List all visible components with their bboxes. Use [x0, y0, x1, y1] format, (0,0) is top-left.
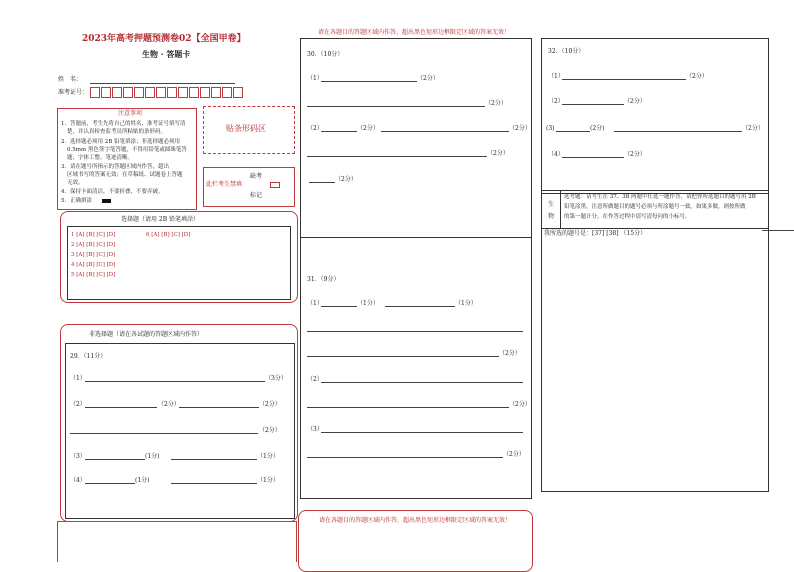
q31-s2: （2分） — [509, 401, 531, 408]
answer-line[interactable] — [307, 106, 485, 107]
center-warning: 请在各题目的答题区域内作答，超出黑色矩形边框限定区域的答案无效！ — [318, 29, 511, 36]
center-bottom-warning: 请在各题目的答题区域内作答，超出黑色矩形边框限定区域的答案无效！ — [319, 517, 512, 524]
answer-line[interactable] — [307, 156, 487, 157]
q32-p3: (3) — [546, 125, 555, 132]
q32-s3b: （2分） — [742, 125, 764, 132]
answer-line[interactable] — [85, 407, 157, 408]
absent-checkbox[interactable] — [270, 182, 280, 188]
q32-head: 32．（10分） — [548, 48, 585, 55]
answer-line[interactable] — [70, 433, 258, 434]
answer-line[interactable] — [85, 381, 265, 382]
q29-s2a: （2分） — [158, 401, 180, 408]
mc-title: 选择题（请用 2B 铅笔填涂） — [121, 216, 200, 223]
fill-sample-mark — [102, 199, 111, 203]
mc-row-6[interactable]: 6 [A] [B] [C] [D] — [146, 232, 191, 238]
notice-box — [57, 108, 197, 210]
left-bottom-box — [57, 521, 297, 562]
q31-p3: （3） — [307, 426, 323, 433]
q31-s1a: （1分） — [357, 300, 379, 307]
q-optional-answer-box — [541, 227, 769, 492]
mc-row-5[interactable]: 5 [A] [B] [C] [D] — [71, 272, 116, 278]
q32-p1: （1） — [548, 73, 564, 80]
q30-p1: （1） — [307, 75, 323, 82]
exam-number-label: 准考证号： — [58, 89, 89, 96]
q32-s1: （2分） — [686, 73, 708, 80]
q30-s2a: （2分） — [357, 125, 379, 132]
answer-line[interactable] — [562, 79, 686, 80]
answer-line[interactable] — [171, 483, 257, 484]
q30-p2: （2） — [307, 125, 323, 132]
q30-s1: （2分） — [417, 75, 439, 82]
answer-line[interactable] — [307, 356, 499, 357]
q31-s3: （2分） — [503, 451, 525, 458]
q29-s4a: (1分) — [135, 477, 150, 484]
optional-text: 的第一题计分。在作答过程中请写清每问的小标号。 — [564, 214, 691, 220]
answer-line[interactable] — [171, 459, 257, 460]
q31-p2: （2） — [307, 376, 323, 383]
absent-note: 此栏考生禁填 — [206, 181, 243, 188]
notice-item: 4．保持卡面清洁，不要折叠、不要弄破。 — [61, 189, 164, 195]
notice-title: 注意事项 — [118, 110, 143, 117]
name-label: 姓 名： — [58, 76, 83, 83]
notice-item: 1．答题前，考生先将自己的姓名，准考证号填写清 — [61, 121, 186, 127]
answer-line[interactable] — [562, 104, 624, 105]
nonmc-title: 非选择题（请在各试题的答题区域内作答） — [89, 331, 204, 338]
q32-s2: （2分） — [624, 98, 646, 105]
notice-item: 区域书写的答案无效；在草稿纸、试题卷上答题 — [67, 172, 183, 178]
page-title: 2023年高考押题预测卷02【全国甲卷】 — [82, 34, 246, 44]
q30-box — [300, 38, 532, 238]
answer-line[interactable] — [85, 483, 135, 484]
notice-item: 楚，并认真检查监考员所粘贴的条形码。 — [67, 129, 167, 135]
notice-item: 3．请在题号所指示的答题区域内作答，超出 — [61, 164, 170, 170]
q30-head: 30．（10分） — [307, 51, 344, 58]
answer-line[interactable] — [307, 457, 503, 458]
notice-item: 无效。 — [67, 180, 84, 186]
answer-line[interactable] — [321, 306, 357, 307]
answer-line[interactable] — [309, 182, 335, 183]
optional-box — [541, 190, 769, 229]
answer-line[interactable] — [385, 306, 455, 307]
q32-box — [541, 38, 769, 194]
q30-s2b: （2分） — [509, 125, 531, 132]
notice-item: 题；字体工整、笔迹清晰。 — [67, 155, 134, 161]
optional-text: 铅笔涂黑。注意所做题目的题号必须与所涂题号一致。如果多做，则按所做 — [564, 204, 746, 210]
answer-line[interactable] — [321, 131, 357, 132]
q29-s2c: （2分） — [259, 427, 281, 434]
answer-line[interactable] — [562, 157, 624, 158]
q29-p4: （4） — [70, 477, 86, 484]
q31-p1: （1） — [307, 300, 323, 307]
q30-s1b: （2分） — [485, 100, 507, 107]
barcode-area — [203, 106, 295, 154]
notice-item: 2．选择题必须用 2B 铅笔填涂；非选择题必须用 — [61, 139, 181, 145]
q29-s3a: (1分) — [145, 453, 160, 460]
name-field[interactable] — [90, 83, 235, 84]
mc-row-1[interactable]: 1 [A] [B] [C] [D] — [71, 232, 116, 238]
answer-line[interactable] — [381, 131, 509, 132]
notice-item: 5．正确填涂 — [61, 198, 92, 204]
answer-line[interactable] — [307, 407, 509, 408]
q30-s2c: （2分） — [487, 150, 509, 157]
center-bottom-box — [298, 510, 533, 572]
q32-p4: （4） — [548, 151, 564, 158]
answer-line[interactable] — [321, 432, 523, 433]
exam-number-grid[interactable] — [90, 87, 250, 99]
q29-p1: （1） — [70, 375, 86, 382]
answer-line[interactable] — [614, 131, 742, 132]
q29-p2: （2） — [70, 401, 86, 408]
bio-label: 生物 — [548, 201, 555, 220]
q29-s2b: （2分） — [259, 401, 281, 408]
absent-box — [203, 167, 295, 207]
q29-s3b: （1分） — [257, 453, 279, 460]
answer-line[interactable] — [179, 407, 259, 408]
q31-s1c: （2分） — [499, 350, 521, 357]
q32-s3a: (2分) — [590, 125, 605, 132]
barcode-label: 贴条形码区 — [226, 124, 266, 133]
q29-s4b: （1分） — [257, 477, 279, 484]
divider-line — [762, 230, 794, 231]
chosen-question[interactable]: 我所选的题号是：[37] [38] （15分） — [544, 230, 647, 237]
answer-line[interactable] — [321, 382, 523, 383]
notice-item: 0.5mm 黑色签字笔答题，不得用铅笔或圆珠笔答 — [67, 147, 187, 153]
mc-row-3[interactable]: 3 [A] [B] [C] [D] — [71, 252, 116, 258]
q32-p2: （2） — [548, 98, 564, 105]
mc-row-4[interactable]: 4 [A] [B] [C] [D] — [71, 262, 116, 268]
q29-p3: （3） — [70, 453, 86, 460]
optional-text: 选考题：请考生在 37、38 两题中任选一题作答，请把你所选题目的题号用 2B — [564, 194, 756, 200]
nonmc-section — [60, 324, 298, 522]
answer-line[interactable] — [556, 131, 590, 132]
q31-box — [300, 236, 532, 499]
q32-s4: （2分） — [624, 151, 646, 158]
q29-head: 29．（11分） — [70, 353, 107, 360]
answer-line[interactable] — [307, 331, 523, 332]
absent-label: 缺考 — [250, 173, 263, 180]
bio-label-cell — [542, 191, 561, 228]
mc-section — [60, 211, 298, 303]
q31-s1b: （1分） — [455, 300, 477, 307]
mc-row-2[interactable]: 2 [A] [B] [C] [D] — [71, 242, 116, 248]
answer-line[interactable] — [85, 459, 145, 460]
page-subtitle: 生物 · 答题卡 — [142, 49, 191, 59]
q31-head: 31．（9分） — [307, 276, 340, 283]
absent-label-2: 标记 — [250, 192, 263, 199]
q29-s1: （3分） — [265, 375, 287, 382]
answer-line[interactable] — [321, 81, 417, 82]
q30-s3: （2分） — [335, 176, 357, 183]
